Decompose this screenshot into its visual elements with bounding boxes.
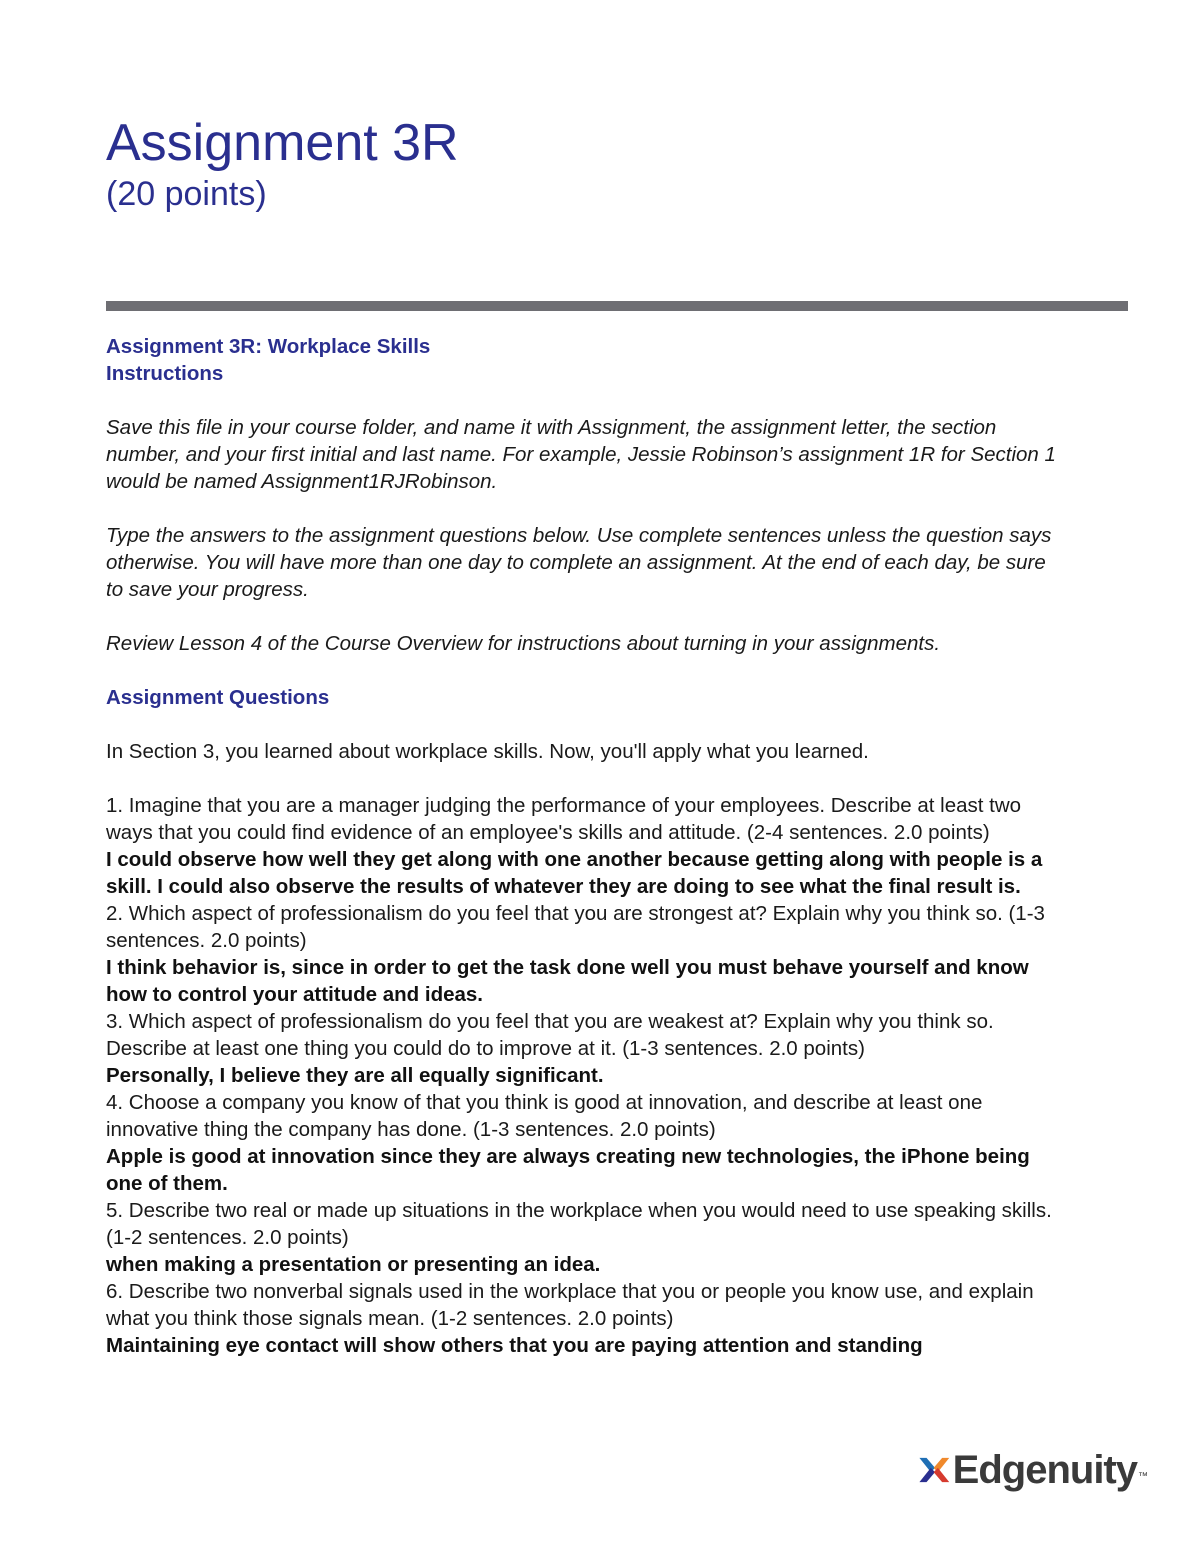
question-text: 2. Which aspect of professionalism do you feel that you are strongest at? Explain why you think so. (1-3 sentences. 2.0 points) bbox=[106, 902, 1045, 952]
answer-text[interactable]: Personally, I believe they are all equally significant. bbox=[106, 1064, 604, 1087]
trademark-symbol: ™ bbox=[1138, 1470, 1148, 1482]
instruction-paragraph: Save this file in your course folder, and name it with Assignment, the assignment letter, the section number, and your first initial and last name. For example, Jessie Robinson’s assignment 1R for Section 1 would be named Assignment1RJRobinson. bbox=[106, 416, 1056, 493]
question-text: 4. Choose a company you know of that you think is good at innovation, and describe at least one innovative thing the company has done. (1-3 sentences. 2.0 points) bbox=[106, 1091, 983, 1141]
page-title: Assignment 3R bbox=[106, 114, 459, 172]
answer-text[interactable]: Apple is good at innovation since they are always creating new technologies, the iPhone being one of them. bbox=[106, 1145, 1030, 1195]
answer-text[interactable]: I could observe how well they get along with one another because getting along with people is a skill. I could also observe the results of whatever they are doing to see what the final result is. bbox=[106, 848, 1043, 898]
header-divider bbox=[106, 301, 1128, 311]
edgenuity-logo bbox=[918, 1446, 1148, 1494]
points-label: (20 points) bbox=[106, 175, 267, 213]
intro-text: In Section 3, you learned about workplace skills. Now, you'll apply what you learned. bbox=[106, 740, 869, 763]
section-heading: Assignment 3R: Workplace Skills bbox=[106, 335, 431, 358]
document-body bbox=[106, 333, 1066, 1359]
question-text: 6. Describe two nonverbal signals used in the workplace that you or people you know use, and explain what you think those signals mean. (1-2 sentences. 2.0 points) bbox=[106, 1280, 1034, 1330]
answer-text[interactable]: I think behavior is, since in order to get the task done well you must behave yourself and know how to control your attitude and ideas. bbox=[106, 956, 1029, 1006]
instruction-paragraph: Review Lesson 4 of the Course Overview for instructions about turning in your assignments. bbox=[106, 632, 941, 655]
answer-text[interactable]: Maintaining eye contact will show others that you are paying attention and standing bbox=[106, 1334, 923, 1357]
instruction-paragraph: Type the answers to the assignment questions below. Use complete sentences unless the question says otherwise. You will have more than one day to complete an assignment. At the end of each day, be sure to save your progress. bbox=[106, 524, 1052, 601]
logo-wordmark: Edgenuity bbox=[952, 1448, 1137, 1492]
document-header bbox=[106, 112, 459, 216]
edgenuity-x-icon bbox=[918, 1447, 951, 1493]
question-text: 3. Which aspect of professionalism do you feel that you are weakest at? Explain why you think so. Describe at least one thing you could do to improve at it. (1-3 sentences. 2.0 points) bbox=[106, 1010, 994, 1060]
question-text: 5. Describe two real or made up situations in the workplace when you would need to use speaking skills. (1-2 sentences. 2.0 points) bbox=[106, 1199, 1052, 1249]
instructions-heading: Instructions bbox=[106, 362, 224, 385]
question-text: 1. Imagine that you are a manager judging the performance of your employees. Describe at least two ways that you could find evidence of an employee's skills and attitude. (2-4 sentences. 2.0 points) bbox=[106, 794, 1022, 844]
questions-heading: Assignment Questions bbox=[106, 686, 330, 709]
answer-text[interactable]: when making a presentation or presenting an idea. bbox=[106, 1253, 601, 1276]
